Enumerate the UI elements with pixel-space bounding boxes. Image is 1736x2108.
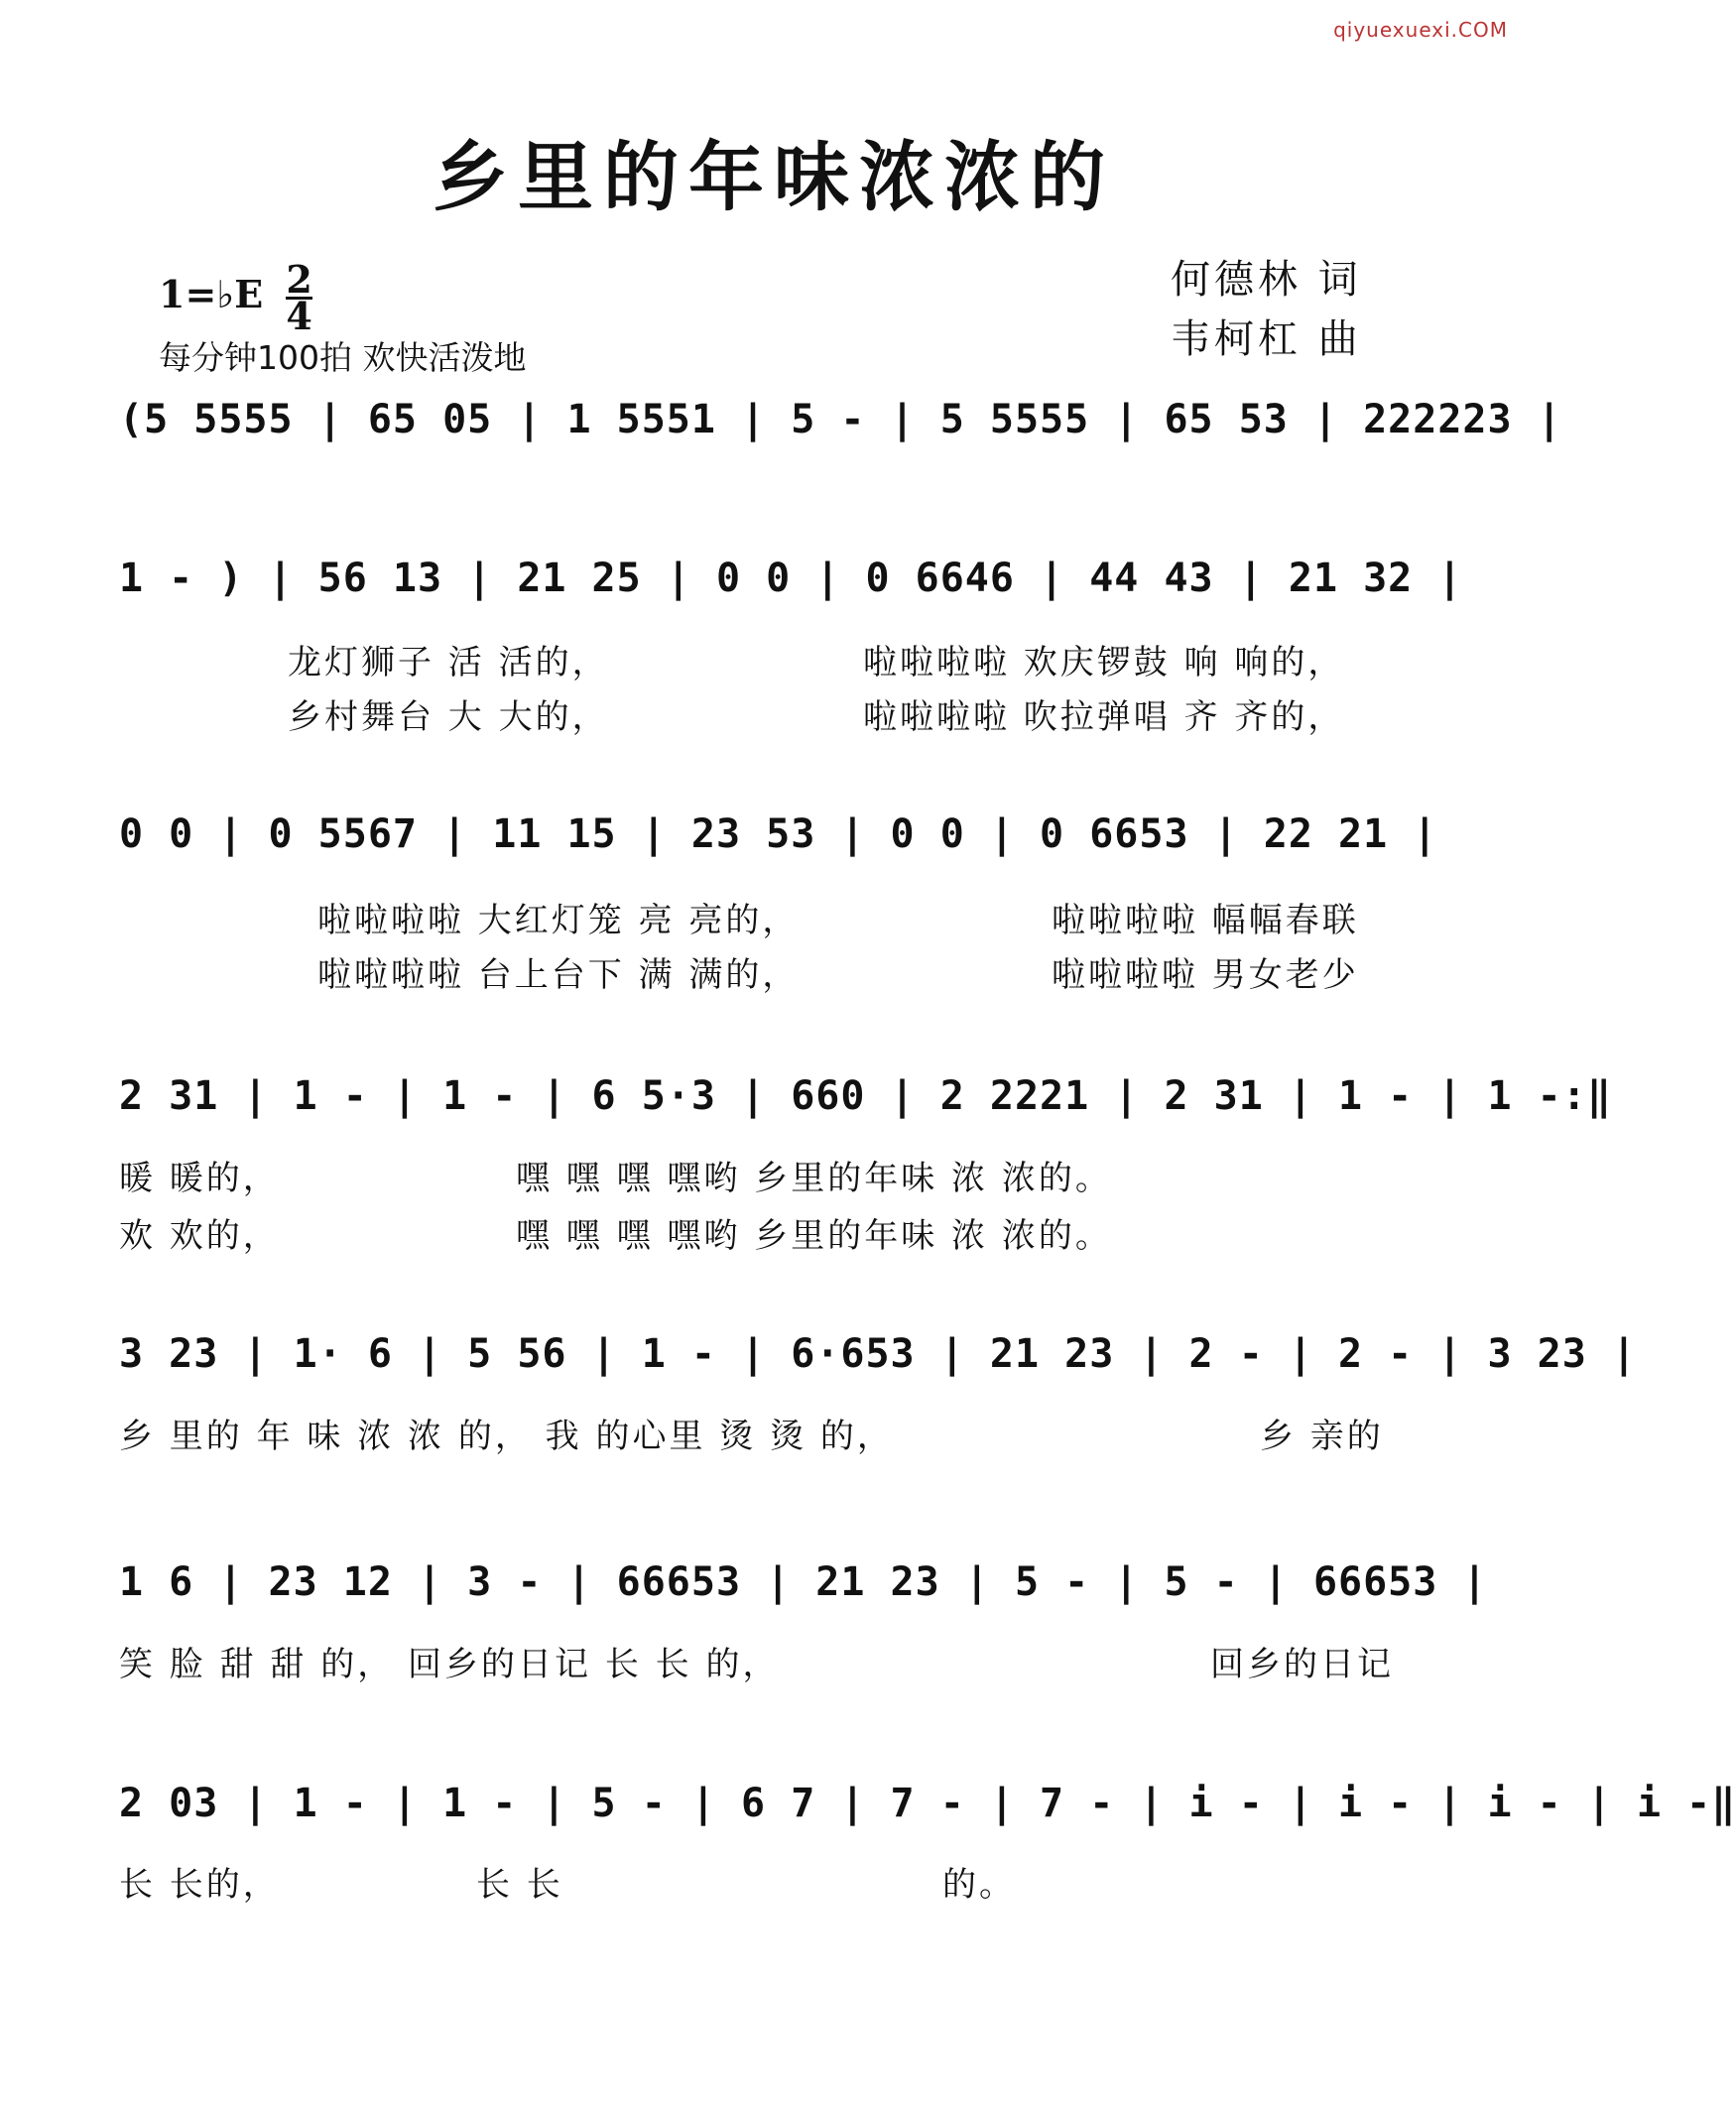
lyric-line: 长 长的，	[119, 1865, 280, 1905]
lyric-line: 乡 亲的	[1260, 1417, 1384, 1456]
lyric-line: 龙灯狮子 活 活的，	[288, 643, 609, 682]
song-title: 乡里的年味浓浓的	[433, 133, 1115, 221]
lyric-line: 乡 里的 年 味 浓 浓 的， 我 的心里 烫 烫 的，	[119, 1417, 894, 1456]
notation-row-6: 1 6 | 23 12 | 3 - | 66653 | 21 23 | 5 - | 5 - | 66653 |	[119, 1559, 1488, 1605]
lyric-line: 长 长	[476, 1865, 563, 1905]
composer-credit: 韦柯杠 曲	[1171, 316, 1362, 362]
lyric-line: 啦啦啦啦 吹拉弹唱 齐 齐的，	[863, 697, 1345, 737]
notation-row-3: 0 0 | 0 5567 | 11 15 | 23 53 | 0 0 | 0 6653 | 22 21 |	[119, 811, 1438, 857]
lyric-line: 嘿 嘿 嘿 嘿哟 乡里的年味 浓 浓的。	[516, 1216, 1112, 1256]
key-label: 1=♭E	[159, 272, 264, 316]
time-signature	[286, 257, 312, 338]
notation-row-5: 3 23 | 1· 6 | 5 56 | 1 - | 6·653 | 21 23 | 2 - | 2 - | 3 23 |	[119, 1331, 1638, 1377]
lyric-line: 的。	[942, 1865, 1016, 1905]
notation-row-1: (5 5555 | 65 05 | 1 5551 | 5 - | 5 5555 | 65 53 | 222223 |	[119, 397, 1562, 442]
lyric-line: 啦啦啦啦 台上台下 满 满的，	[317, 955, 800, 995]
time-bottom: 4	[286, 294, 312, 338]
lyric-line: 啦啦啦啦 大红灯笼 亮 亮的，	[317, 901, 800, 940]
lyric-line: 啦啦啦啦 男女老少	[1052, 955, 1359, 995]
watermark: qiyuexuexi.COM	[1333, 18, 1508, 42]
lyric-line: 欢 欢的，	[119, 1216, 280, 1256]
lyric-line: 啦啦啦啦 幅幅春联	[1052, 901, 1359, 940]
notation-row-2: 1 - ) | 56 13 | 21 25 | 0 0 | 0 6646 | 44 43 | 21 32 |	[119, 556, 1463, 601]
tempo-marking: 每分钟100拍 欢快活泼地	[159, 338, 527, 377]
key-signature	[159, 257, 312, 338]
lyric-line: 啦啦啦啦 欢庆锣鼓 响 响的，	[863, 643, 1345, 682]
lyric-line: 嘿 嘿 嘿 嘿哟 乡里的年味 浓 浓的。	[516, 1159, 1112, 1198]
lyric-line: 回乡的日记	[1210, 1645, 1394, 1684]
notation-row-7: 2 03 | 1 - | 1 - | 5 - | 6 7 | 7 - | 7 - | i - | i - | i - | i -‖	[119, 1781, 1736, 1826]
lyricist-credit: 何德林 词	[1171, 257, 1362, 303]
lyric-line: 笑 脸 甜 甜 的， 回乡的日记 长 长 的，	[119, 1645, 780, 1684]
lyric-line: 乡村舞台 大 大的，	[288, 697, 609, 737]
lyric-line: 暖 暖的，	[119, 1159, 280, 1198]
notation-row-4: 2 31 | 1 - | 1 - | 6 5·3 | 660 | 2 2221 | 2 31 | 1 - | 1 -:‖	[119, 1073, 1612, 1119]
time-top: 2	[286, 257, 312, 302]
